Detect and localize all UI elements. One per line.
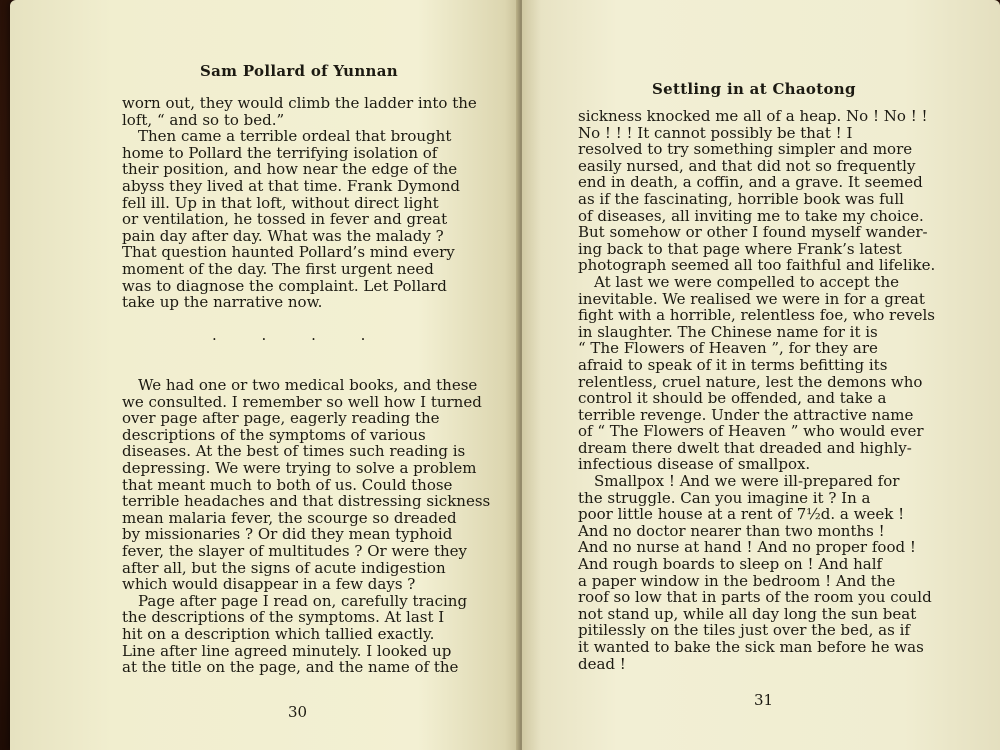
text-line: poor little house at a rent of 7½d. a week ! — [578, 505, 905, 524]
text-line: And no doctor nearer than two months ! — [578, 521, 885, 540]
text-line: over page after page, eagerly reading the — [122, 409, 440, 428]
text-line: by missionaries ? Or did they mean typhoid — [122, 525, 453, 544]
text-line: terrible headaches and that distressing sickness — [122, 492, 491, 511]
text-line: “ The Flowers of Heaven ”, for they are — [578, 339, 878, 358]
text-line: or ventilation, he tossed in fever and great — [122, 210, 448, 229]
text-line: roof so low that in parts of the room you could — [578, 588, 932, 607]
text-line: photograph seemed all too faithful and lifelike. — [578, 256, 936, 275]
text-line: And rough boards to sleep on ! And half — [578, 555, 883, 574]
text-line: home to Pollard the terrifying isolation of — [122, 143, 438, 162]
text-line: No ! ! ! It cannot possibly be that ! I — [578, 123, 853, 142]
section-break: . . . . — [212, 326, 366, 345]
text-line: in slaughter. The Chinese name for it is — [578, 322, 878, 341]
text-line: not stand up, while all day long the sun beat — [578, 604, 917, 623]
text-line: sickness knocked me all of a heap. No ! No ! ! — [578, 107, 928, 125]
text-line: as if the fascinating, horrible book was full — [578, 189, 904, 208]
text-line: At last we were compelled to accept the — [594, 272, 900, 291]
text-line: take up the narrative now. — [122, 293, 323, 312]
text-line: the descriptions of the symptoms. At last I — [122, 608, 445, 627]
text-line: end in death, a coffin, and a grave. It seemed — [578, 173, 923, 192]
text-line: Then came a terrible ordeal that brought — [138, 127, 452, 146]
text-line: a paper window in the bedroom ! And the — [578, 571, 896, 590]
left-page — [10, 0, 520, 750]
text-line: And no nurse at hand ! And no proper food ! — [578, 538, 916, 557]
right-running-head: Settling in at Chaotong — [652, 80, 856, 98]
right-page — [522, 0, 1000, 750]
text-line: which would disappear in a few days ? — [122, 575, 416, 594]
text-line: Smallpox ! And we were ill-prepared for — [594, 472, 900, 491]
text-line: that meant much to both of us. Could those — [122, 475, 453, 494]
text-line: of “ The Flowers of Heaven ” who would ever — [578, 422, 924, 441]
text-line: terrible revenge. Under the attractive name — [578, 405, 914, 424]
text-line: mean malaria fever, the scourge so dreaded — [122, 508, 457, 527]
text-line: Line after line agreed minutely. I looked up — [122, 641, 452, 660]
right-page-text — [578, 108, 938, 672]
text-line: descriptions of the symptoms of various — [122, 425, 426, 444]
text-line: afraid to speak of it in terms befitting its — [578, 355, 888, 374]
text-line: abyss they lived at that time. Frank Dymond — [122, 176, 460, 195]
text-line: the struggle. Can you imagine it ? In a — [578, 488, 871, 507]
text-line: resolved to try something simpler and more — [578, 140, 913, 159]
text-line — [122, 311, 497, 328]
text-line: loft, “ and so to bed.” — [122, 110, 285, 129]
text-line: it wanted to bake the sick man before he was — [578, 638, 924, 656]
text-line: inevitable. We realised we were in for a great — [578, 289, 925, 308]
text-line: worn out, they would climb the ladder into the — [122, 94, 477, 112]
text-line — [122, 361, 497, 378]
text-line: dream there dwelt that dreaded and highly- — [578, 438, 912, 457]
text-line: Page after page I read on, carefully tracing — [138, 591, 468, 610]
left-page-text — [122, 95, 497, 676]
text-line: pain day after day. What was the malady ? — [122, 226, 444, 245]
text-line — [122, 344, 497, 361]
text-line: relentless, cruel nature, lest the demons who — [578, 372, 923, 391]
text-line: diseases. At the best of times such reading is — [122, 442, 466, 461]
left-page-number: 30 — [288, 703, 308, 721]
text-line: infectious disease of smallpox. — [578, 455, 811, 474]
text-line: That question haunted Pollard’s mind every — [122, 243, 455, 262]
text-line: was to diagnose the complaint. Let Pollard — [122, 276, 447, 295]
text-line: fell ill. Up in that loft, without direct light — [122, 193, 439, 212]
text-line: We had one or two medical books, and these — [138, 376, 478, 395]
text-line: ing back to that page where Frank’s latest — [578, 239, 902, 258]
text-line: of diseases, all inviting me to take my choice. — [578, 206, 924, 225]
text-line: But somehow or other I found myself wander- — [578, 223, 928, 242]
text-line: fever, the slayer of multitudes ? Or were they — [122, 542, 468, 561]
text-line: fight with a horrible, relentless foe, who revels — [578, 306, 935, 325]
text-line: after all, but the signs of acute indigestion — [122, 558, 446, 577]
right-page-number: 31 — [754, 691, 774, 709]
text-line: dead ! — [578, 654, 626, 673]
text-line: easily nursed, and that did not so frequently — [578, 156, 916, 175]
text-line: depressing. We were trying to solve a problem — [122, 459, 477, 478]
text-line: hit on a description which tallied exactly. — [122, 625, 435, 643]
left-running-head: Sam Pollard of Yunnan — [200, 62, 398, 80]
text-line: moment of the day. The first urgent need — [122, 259, 434, 278]
text-line: control it should be offended, and take a — [578, 389, 887, 408]
text-line: their position, and how near the edge of the — [122, 160, 458, 179]
text-line: at the title on the page, and the name of the — [122, 658, 459, 677]
text-line: we consulted. I remember so well how I turned — [122, 392, 482, 411]
text-line: pitilessly on the tiles just over the bed, as if — [578, 621, 910, 640]
